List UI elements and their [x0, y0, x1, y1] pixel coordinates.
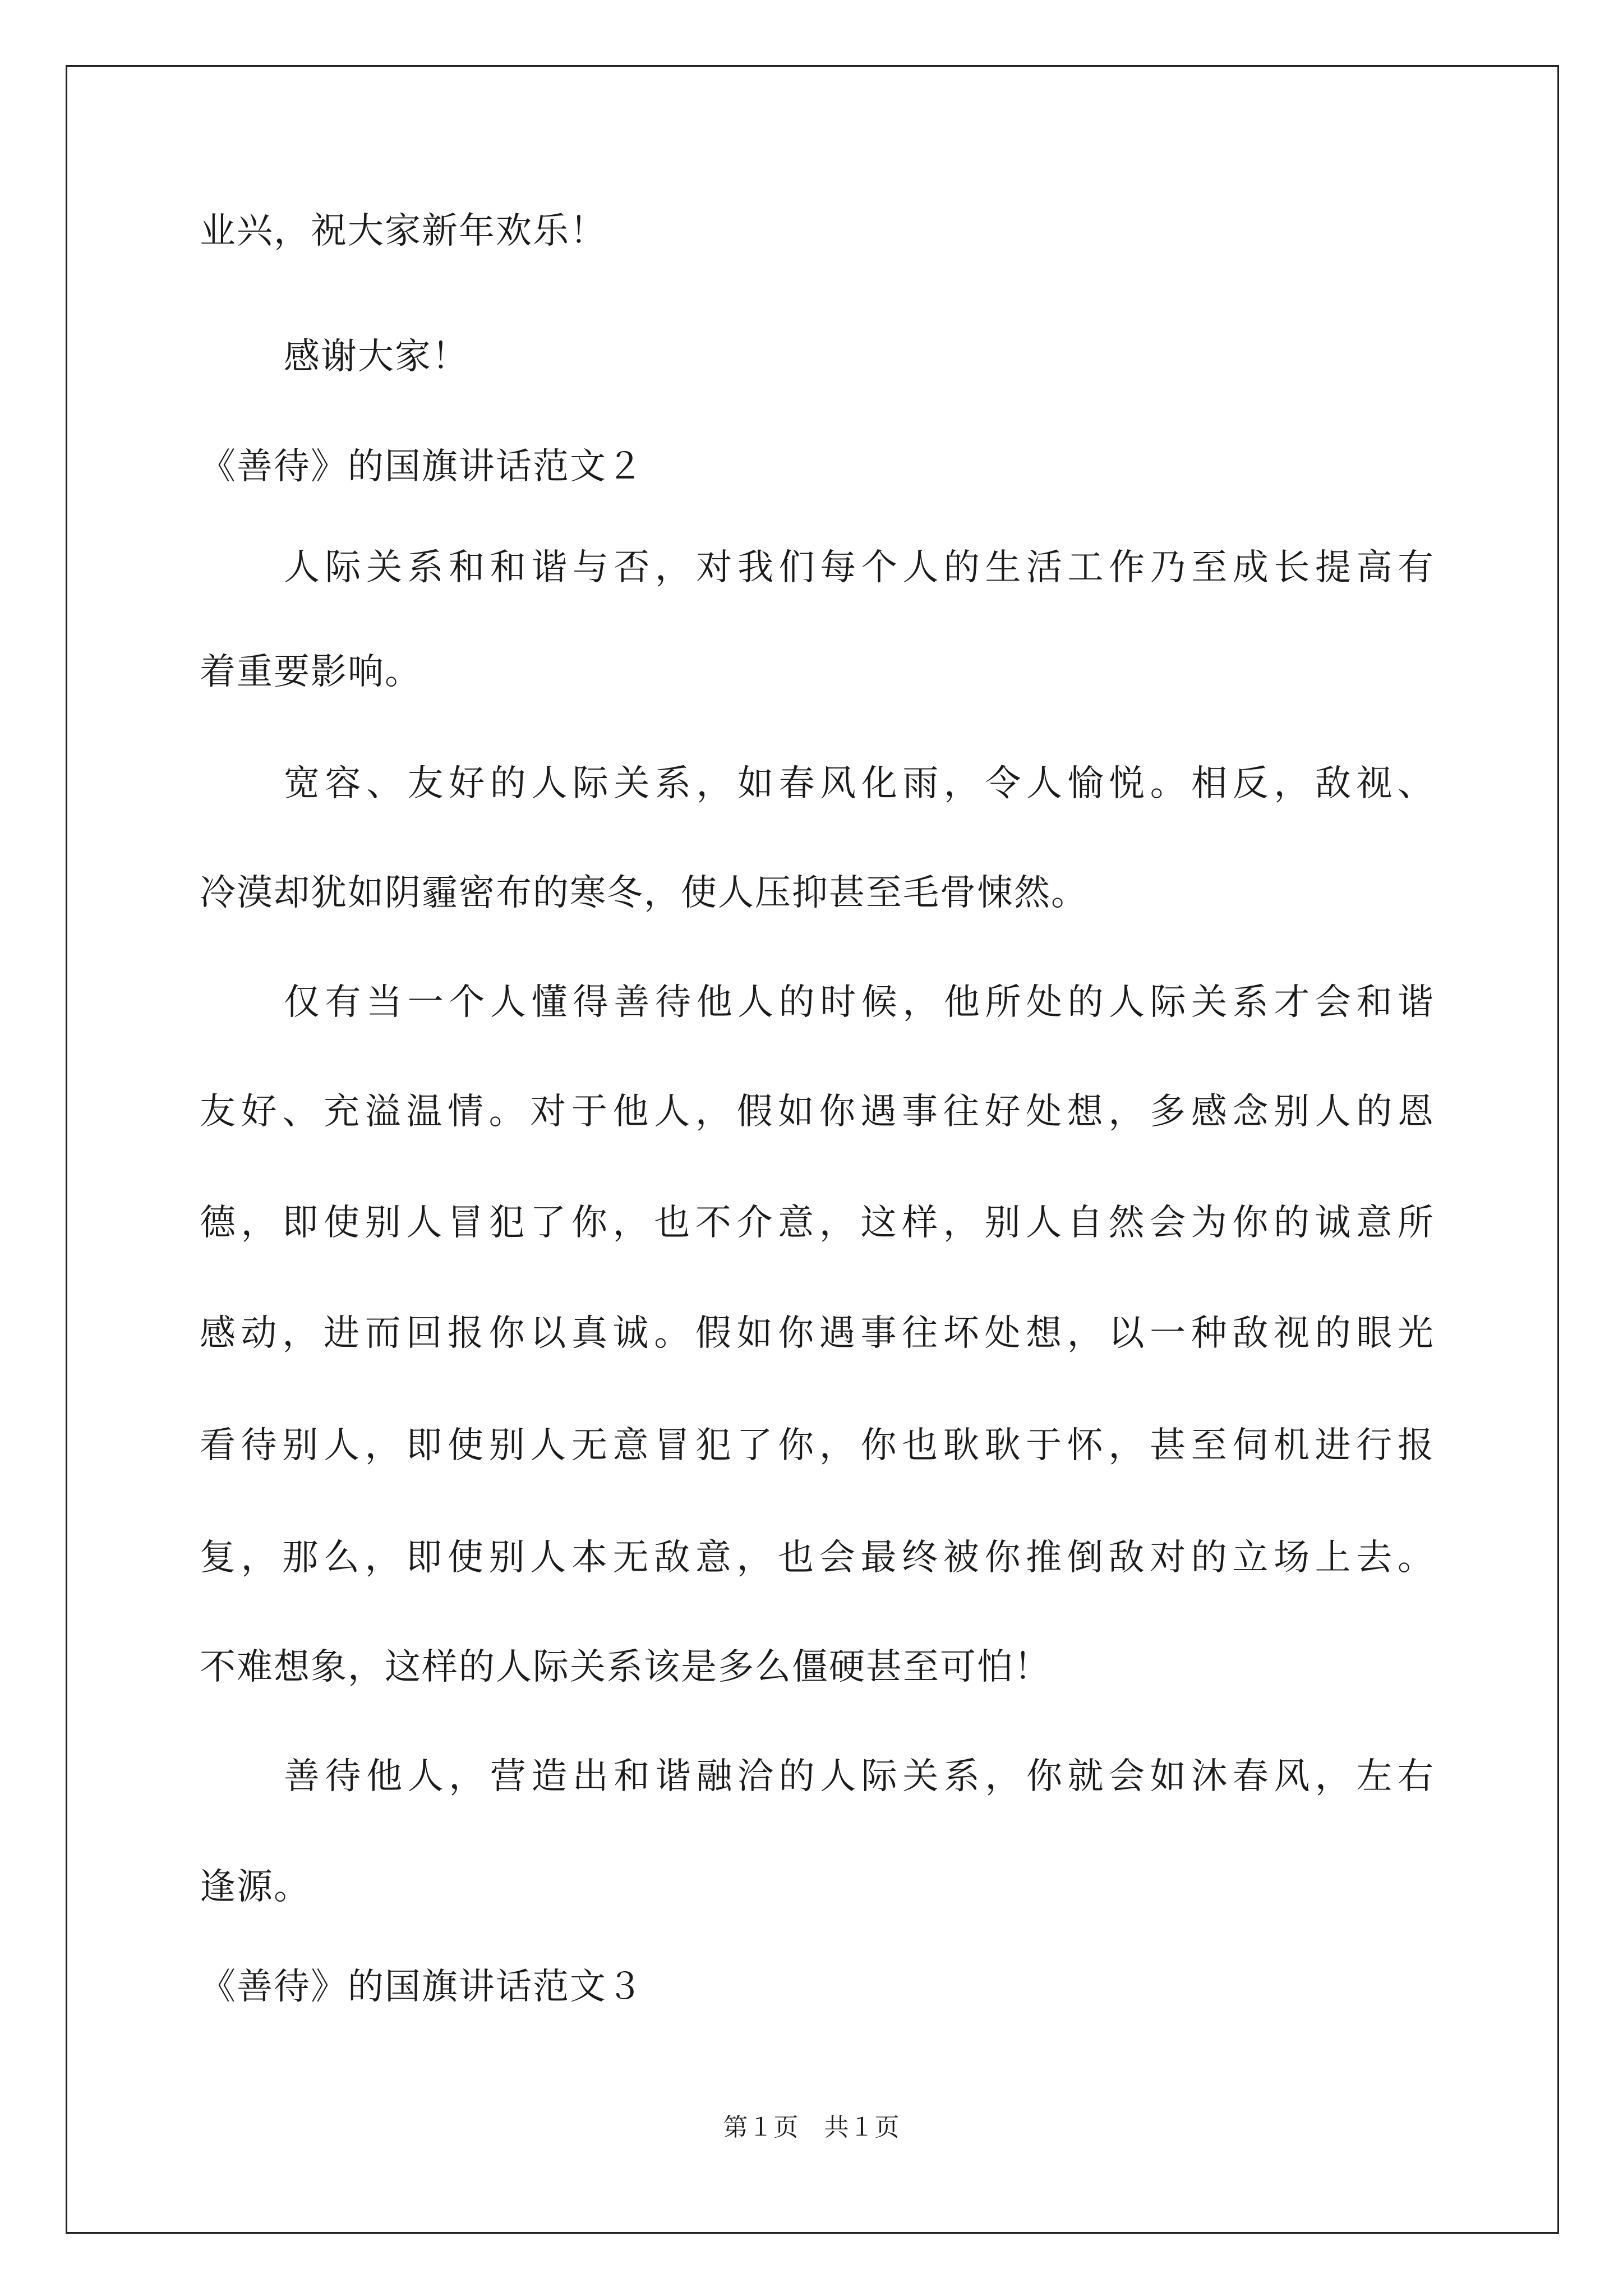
- text-line: 着重要影响。: [200, 651, 422, 693]
- text-line: 仅有当一个人懂得善待他人的时候，他所处的人际关系才会和谐: [284, 982, 1433, 1023]
- section-heading: 《善待》的国旗讲话范文３: [200, 1966, 644, 2008]
- text-line: 业兴，祝大家新年欢乐！: [200, 210, 607, 252]
- text-line: 人际关系和和谐与否，对我们每个人的生活工作乃至成长提高有: [284, 547, 1433, 588]
- text-line: 友好、充溢温情。对于他人，假如你遇事往好处想，多感念别人的恩: [200, 1091, 1433, 1133]
- section-heading: 《善待》的国旗讲话范文２: [200, 446, 644, 487]
- text-line: 德，即使别人冒犯了你，也不介意，这样，别人自然会为你的诚意所: [200, 1202, 1433, 1244]
- text-line: 善待他人，营造出和谐融洽的人际关系，你就会如沐春风，左右: [284, 1756, 1433, 1797]
- text-line: 逢源。: [200, 1866, 311, 1908]
- page-number: 第１页 共１页: [723, 2113, 900, 2142]
- text-line: 感谢大家！: [284, 336, 469, 378]
- text-line: 冷漠却犹如阴霾密布的寒冬，使人压抑甚至毛骨悚然。: [200, 872, 1088, 914]
- text-line: 不难想象，这样的人际关系该是多么僵硬甚至可怕！: [200, 1646, 1051, 1688]
- text-line: 感动，进而回报你以真诚。假如你遇事往坏处想，以一种敌视的眼光: [200, 1313, 1433, 1354]
- text-line: 看待别人，即使别人无意冒犯了你，你也耿耿于怀，甚至伺机进行报: [200, 1425, 1433, 1466]
- text-line: 宽容、友好的人际关系，如春风化雨，令人愉悦。相反，敌视、: [284, 763, 1433, 804]
- page-border: [66, 65, 1559, 2234]
- text-line: 复，那么，即使别人本无敌意，也会最终被你推倒敌对的立场上去。: [200, 1537, 1433, 1579]
